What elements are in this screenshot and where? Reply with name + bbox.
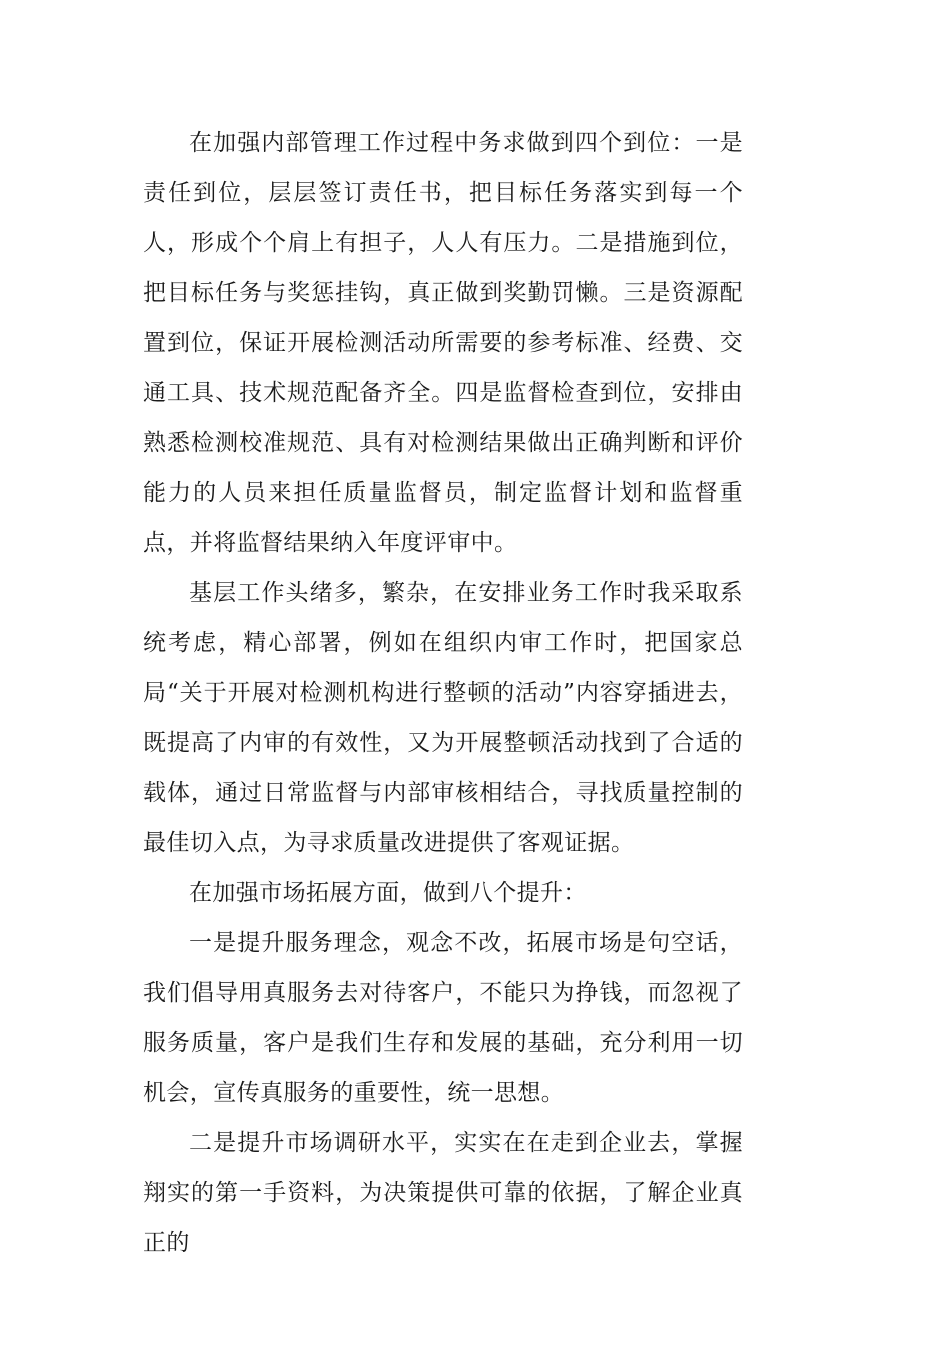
paragraph-market-expansion-intro: 在加强市场拓展方面，做到八个提升： (189, 880, 587, 906)
document-body (143, 118, 743, 1268)
paragraph-grassroots-work: 基层工作头绪多，繁杂，在安排业务工作时我采取系统考虑，精心部署，例如在组织内审工作时，把国家总局“关于开展对检测机构进行整顿的活动”内容穿插进去，既提高了内审的有效性，又为开展整顿活动找到了合适的载体，通过日常监督与内部审核相结合，寻找质量控制的最佳切入点，为寻求质量改进提供了客观证据。 (143, 580, 743, 856)
paragraph-service-concept: 一是提升服务理念，观念不改，拓展市场是句空话，我们倡导用真服务去对待客户，不能只为挣钱，而忽视了服务质量，客户是我们生存和发展的基础，充分利用一切机会，宣传真服务的重要性，统一思想。 (143, 930, 743, 1106)
paragraph-internal-management: 在加强内部管理工作过程中务求做到四个到位：一是责任到位，层层签订责任书，把目标任务落实到每一个人，形成个个肩上有担子，人人有压力。二是措施到位，把目标任务与奖惩挂钩，真正做到奖勤罚懒。三是资源配置到位，保证开展检测活动所需要的参考标准、经费、交通工具、技术规范配备齐全。四是监督检查到位，安排由熟悉检测校准规范、具有对检测结果做出正确判断和评价能力的人员来担任质量监督员，制定监督计划和监督重点，并将监督结果纳入年度评审中。 (143, 130, 743, 556)
paragraph-market-research: 二是提升市场调研水平，实实在在走到企业去，掌握翔实的第一手资料，为决策提供可靠的依据，了解企业真正的 (143, 1130, 743, 1256)
